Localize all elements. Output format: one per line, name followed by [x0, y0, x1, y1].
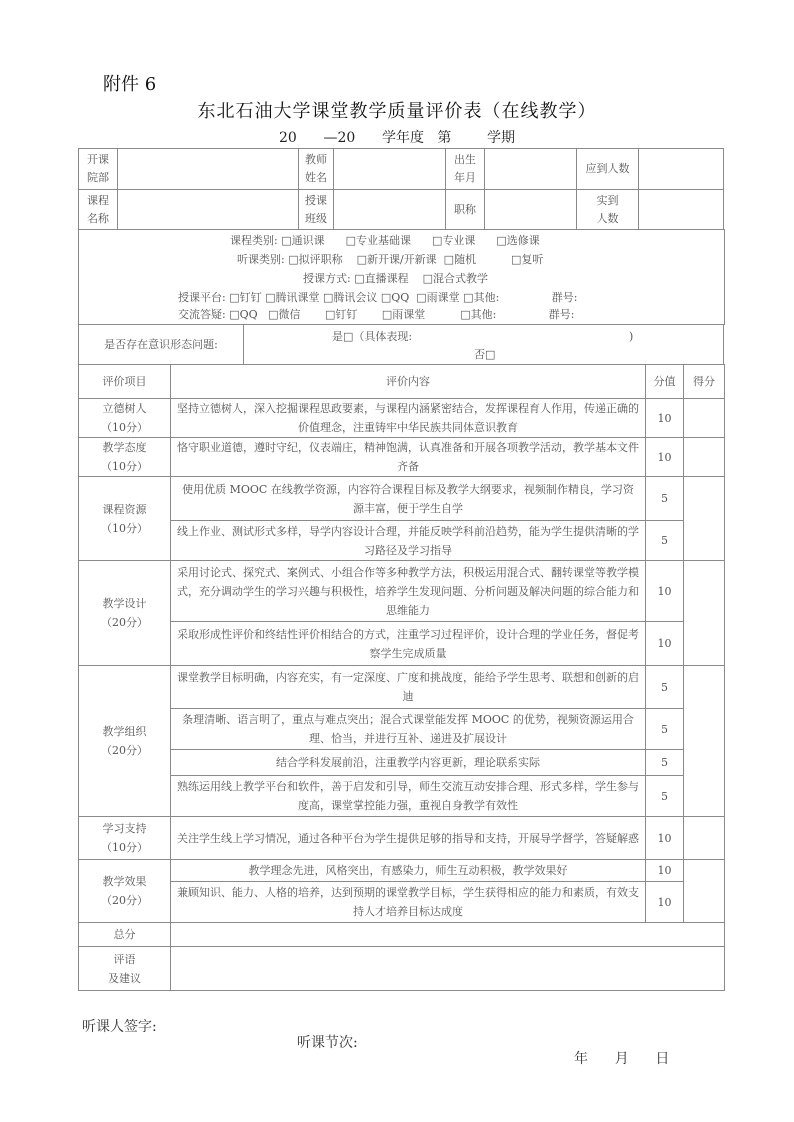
criteria-content: 恪守职业道德，遵时守纪，仪表端庄，精神饱满，认真准备和开展各项教学活动，教学基本文件齐备: [171, 438, 646, 477]
criteria-content: 坚持立德树人，深入挖掘课程思政要素，与课程内涵紧密结合，发挥课程育人作用，传递正确的价值理念，注重铸牢中华民族共同体意识教育: [171, 399, 646, 438]
criteria-max-score: 10: [646, 817, 684, 860]
score-input[interactable]: [684, 399, 725, 438]
criteria-content: 课堂教学目标明确，内容充实，有一定深度、广度和挑战度，能给予学生思考、联想和创新的启迪: [171, 666, 646, 709]
ideology-yes-option[interactable]: 是□（具体表现:: [332, 330, 413, 343]
criteria-row: [79, 709, 725, 750]
course-label: 课程 名称: [79, 190, 118, 230]
criteria-category: 立德树人 （10分）: [79, 399, 171, 438]
criteria-category: 教学组织 （20分）: [79, 666, 171, 817]
total-score-row: [79, 923, 725, 947]
comments-row: [79, 947, 725, 991]
class-field[interactable]: [334, 190, 446, 230]
criteria-row: [79, 860, 725, 882]
class-label: 授课 班级: [299, 190, 334, 230]
course-category-options[interactable]: 课程类别: □通识课 □专业基础课 □专业课 □选修课: [230, 234, 540, 247]
criteria-content: 兼顾知识、能力、人格的培养，达到预期的课堂教学目标，学生获得相应的能力和素质，有效支持人才培养目标达成度: [171, 882, 646, 923]
criteria-content: 结合学科发展前沿，注重教学内容更新，理论联系实际: [171, 750, 646, 776]
score-input[interactable]: [684, 561, 725, 666]
course-type-checklist: [78, 229, 725, 325]
attachment-label: 附件 6: [103, 74, 157, 95]
criteria-max-score: 5: [646, 666, 684, 709]
signature-line: [82, 1000, 702, 1067]
comments-label: 评语 及建议: [79, 947, 171, 991]
teacher-field[interactable]: [334, 149, 446, 190]
criteria-max-score: 10: [646, 438, 684, 477]
criteria-row: [79, 438, 725, 477]
criteria-row: [79, 882, 725, 923]
ideology-no-option[interactable]: 否□: [474, 348, 496, 361]
expected-count-label: 应到人数: [577, 149, 639, 190]
form-title: 东北石油大学课堂教学质量评价表（在线教学）: [197, 101, 597, 122]
criteria-category: 教学效果 （20分）: [79, 860, 171, 923]
total-score-label: 总分: [79, 923, 171, 947]
criteria-content: 熟练运用线上教学平台和软件，善于启发和引导，师生交流互动安排合理、形式多样，学生参与度高，课堂掌控能力强，重视自身教学有效性: [171, 776, 646, 817]
criteria-max-score: 5: [646, 521, 684, 561]
criteria-row: [79, 622, 725, 666]
qa-channel-options[interactable]: 交流答疑: □QQ □微信 □钉钉 □雨课堂 □其他: 群号:: [178, 308, 575, 321]
ideology-question-label: 是否存在意识形态问题:: [79, 325, 244, 365]
header-content: 评价内容: [171, 365, 646, 399]
criteria-row: [79, 399, 725, 438]
criteria-max-score: 10: [646, 860, 684, 882]
dept-label: 开课 院部: [79, 149, 118, 190]
criteria-row: [79, 477, 725, 521]
criteria-row: [79, 817, 725, 860]
criteria-content: 采用讨论式、探究式、案例式、小组合作等多种教学方法，积极运用混合式、翻转课堂等教学模式，充分调动学生的学习兴趣与积极性，培养学生发现问题、分析问题及解决问题的综合能力和思维能力: [171, 561, 646, 622]
criteria-category: 学习支持 （10分）: [79, 817, 171, 860]
ideology-question-table: [78, 324, 724, 365]
evaluation-table: [78, 364, 725, 991]
expected-count-field[interactable]: [639, 149, 724, 190]
criteria-max-score: 10: [646, 399, 684, 438]
actual-count-label: 实到 人数: [577, 190, 639, 230]
course-info-table: [78, 148, 724, 230]
criteria-content: 教学理念先进，风格突出，有感染力，师生互动积极，教学效果好: [171, 860, 646, 882]
listener-signature-label: 听课人签字:: [82, 1019, 157, 1035]
criteria-max-score: 5: [646, 477, 684, 521]
listening-type-options[interactable]: 听课类别: □拟评职称 □新开课/开新课 □随机 □复听: [237, 253, 544, 266]
criteria-max-score: 10: [646, 622, 684, 666]
criteria-max-score: 5: [646, 776, 684, 817]
header-item: 评价项目: [79, 365, 171, 399]
academic-year-line: 20 —20 学年度 第 学期: [279, 130, 515, 146]
header-max-score: 分值: [646, 365, 684, 399]
teacher-label: 教师 姓名: [299, 149, 334, 190]
score-input[interactable]: [684, 477, 725, 561]
dept-field[interactable]: [118, 149, 299, 190]
birth-field[interactable]: [485, 149, 577, 190]
criteria-category: 教学态度 （10分）: [79, 438, 171, 477]
criteria-row: [79, 521, 725, 561]
birth-label: 出生 年月: [446, 149, 485, 190]
criteria-max-score: 5: [646, 709, 684, 750]
title-label: 职称: [446, 190, 485, 230]
actual-count-field[interactable]: [639, 190, 724, 230]
header-score: 得分: [684, 365, 725, 399]
score-input[interactable]: [684, 666, 725, 817]
score-input[interactable]: [684, 860, 725, 923]
criteria-category: 课程资源 （10分）: [79, 477, 171, 561]
score-input[interactable]: [684, 817, 725, 860]
criteria-row: [79, 666, 725, 709]
criteria-row: [79, 776, 725, 817]
teaching-mode-options[interactable]: 授课方式: □直播课程 □混合式教学: [303, 272, 488, 285]
teaching-platform-options[interactable]: 授课平台: □钉钉 □腾讯课堂 □腾讯会议 □QQ □雨课堂 □其他: 群号:: [178, 291, 578, 304]
ideology-close-paren: ): [629, 330, 634, 343]
criteria-content: 条理清晰、语言明了，重点与难点突出；混合式课堂能发挥 MOOC 的优势，视频资源运用合理、恰当，并进行互补、递进及扩展设计: [171, 709, 646, 750]
course-field[interactable]: [118, 190, 299, 230]
date-label: 年 月 日: [574, 1051, 670, 1067]
score-input[interactable]: [684, 438, 725, 477]
lesson-period-label: 听课节次:: [297, 1035, 358, 1051]
title-field[interactable]: [485, 190, 577, 230]
total-score-field[interactable]: [171, 923, 725, 947]
criteria-content: 采取形成性评价和终结性评价相结合的方式，注重学习过程评价，设计合理的学业任务，督促考察学生完成质量: [171, 622, 646, 666]
criteria-category: 教学设计 （20分）: [79, 561, 171, 666]
criteria-max-score: 10: [646, 882, 684, 923]
comments-field[interactable]: [171, 947, 725, 991]
criteria-max-score: 10: [646, 561, 684, 622]
criteria-content: 线上作业、测试形式多样，导学内容设计合理，并能反映学科前沿趋势，能为学生提供清晰的学习路径及学习指导: [171, 521, 646, 561]
criteria-row: [79, 561, 725, 622]
criteria-row: [79, 750, 725, 776]
criteria-content: 关注学生线上学习情况，通过各种平台为学生提供足够的指导和支持，开展导学督学，答疑解惑: [171, 817, 646, 860]
criteria-content: 使用优质 MOOC 在线教学资源，内容符合课程目标及教学大纲要求，视频制作精良，学习资源丰富，便于学生自学: [171, 477, 646, 521]
criteria-max-score: 5: [646, 750, 684, 776]
